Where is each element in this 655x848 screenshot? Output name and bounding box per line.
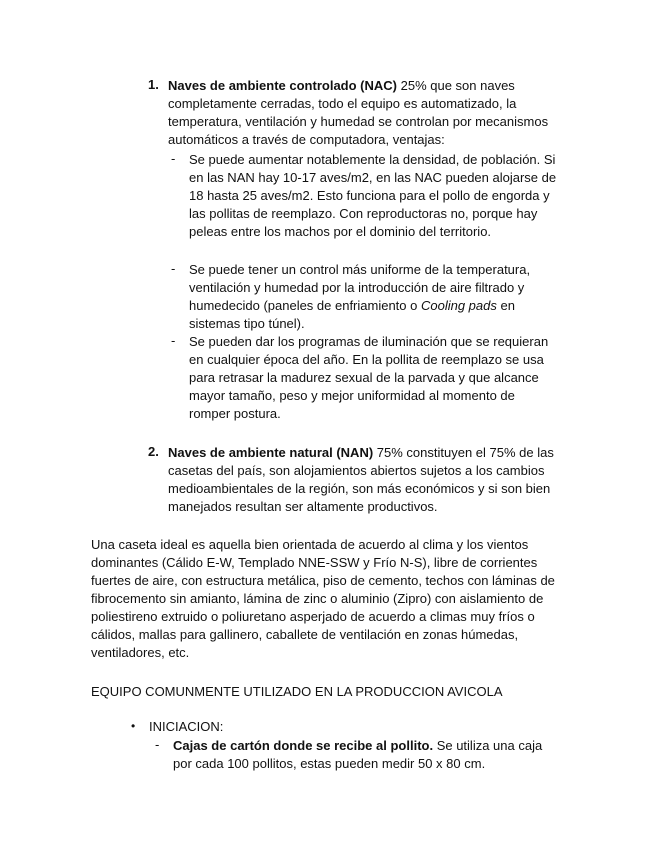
iniciacion-label: INICIACION:: [149, 719, 224, 734]
nac-dash-3: -: [171, 333, 176, 348]
nac-paragraph: [168, 77, 568, 149]
list-number-1: 1.: [148, 77, 159, 92]
caseta-paragraph: Una caseta ideal es aquella bien orientada de acuerdo al clima y los vientos dominantes (Cálido E-W, Templado NNE-SSW y Frío N-S), libre de corrientes fuertes de aire, con estructura metálica, piso de cemento, techos con láminas de fibrocemento sin amianto, lámina de zinc o aluminio (Zipro) con aislamiento de poliestireno extruido o poliuretano asperjado de acuerdo a climas muy fríos o cálidos, mallas para gallinero, caballete de ventilación en zonas húmedas, ventiladores, etc.: [91, 537, 555, 660]
cajas-carton-title: Cajas de cartón donde se recibe al pollito.: [173, 738, 434, 753]
nan-paragraph: [168, 444, 570, 516]
nac-bullet-1: Se puede aumentar notablemente la densidad, de población. Si en las NAN hay 10-17 aves/m2, en las NAC pueden alojarse de 18 hasta 25 aves/m2. Esto funciona para el pollo de engorda y las pollitas de reemplazo. Con reproductoras no, porque hay peleas entre los machos por el dominio del territorio.: [189, 152, 557, 239]
nac-title: Naves de ambiente controlado (NAC): [168, 78, 397, 93]
nac-bullet-2: [189, 261, 569, 333]
nac-dash-2: -: [171, 261, 176, 276]
iniciacion-bullet: •: [131, 719, 136, 733]
nac-text: 25% que son naves completamente cerradas, todo el equipo es automatizado, la temperatura, ventilación y humedad se controlan por mecanismos automáticos a través de computadora, ventajas:: [168, 78, 549, 147]
equipment-heading: EQUIPO COMUNMENTE UTILIZADO EN LA PRODUCCION AVICOLA: [91, 684, 503, 699]
nac-bullet-2-text-a: Se puede tener un control más uniforme de la temperatura, ventilación y humedad por la introducción de aire filtrado y humedecido (paneles de enfriamiento o: [189, 262, 531, 313]
cajas-carton-item: [173, 737, 553, 773]
list-number-2-visible: 2.: [148, 444, 159, 459]
cajas-carton-text: Se utiliza una caja por cada 100 pollitos, estas pueden medir 50 x 80 cm.: [173, 738, 543, 771]
nan-text: 75% constituyen el 75% de las casetas del país, son alojamientos abiertos sujetos a los cambios medioambientales de la región, son más económicos y si son bien manejados resultan ser altamente productivos.: [168, 445, 554, 514]
iniciacion-dash: -: [155, 737, 160, 752]
cooling-pads-italic: Cooling pads: [420, 298, 497, 313]
nac-dash-1: -: [171, 151, 176, 166]
nac-bullet-3: Se pueden dar los programas de iluminación que se requieran en cualquier época del año. En la pollita de reemplazo se usa para retrasar la madurez sexual de la parvada y que alcance mayor tamaño, peso y mejor uniformidad al momento de romper postura.: [189, 334, 549, 421]
nan-title: Naves de ambiente natural (NAN): [168, 445, 374, 460]
nac-bullet-2-text-b: en sistemas tipo túnel).: [189, 298, 515, 331]
